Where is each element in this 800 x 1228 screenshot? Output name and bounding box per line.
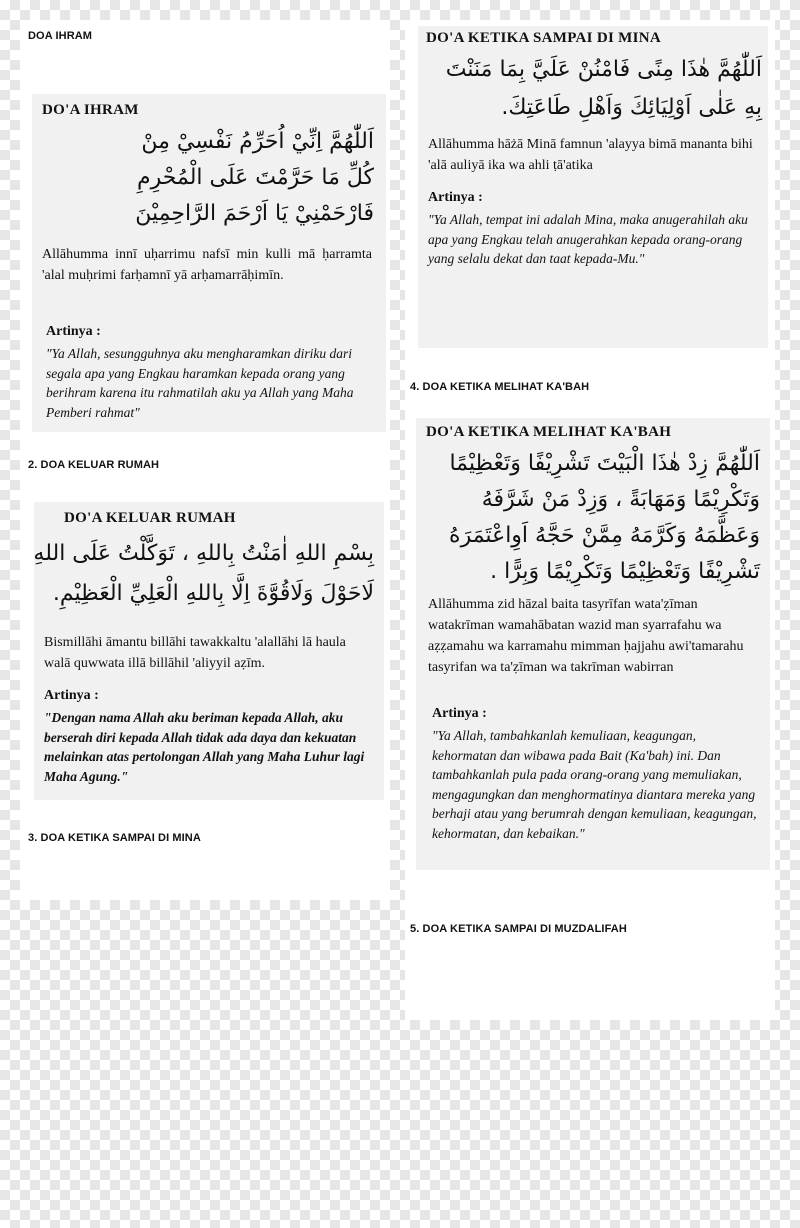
- doa-keluar-rumah-arabic-line-2: لَاحَوْلَ وَلَاقُوَّةَ اِلَّا بِاللهِ الْعَلِيِّ الْعَظِيْمِ.: [52, 581, 374, 606]
- doa-kabah-arabic-line-1: اَللّٰهُمَّ زِدْ هٰذَا الْبَيْتَ تَشْرِيْفًا وَتَعْظِيْمًا: [449, 451, 760, 476]
- doa-kabah-arabic-line-3: وَعَظَّمَهُ وَكَرَّمَهُ مِمَّنْ حَجَّهُ اَوِاعْتَمَرَهُ: [449, 523, 760, 548]
- heading-doa-kabah: 4. DOA KETIKA MELIHAT KA'BAH: [410, 381, 590, 393]
- doa-ihram-title: DO'A IHRAM: [42, 102, 139, 118]
- doa-mina-artinya-label: Artinya :: [428, 190, 483, 205]
- heading-doa-mina: 3. DOA KETIKA SAMPAI DI MINA: [28, 832, 201, 844]
- doa-ihram-scan: [32, 94, 386, 432]
- doa-ihram-arabic-line-2: كُلِّ مَا حَرَّمْتَ عَلَى الْمُحْرِمِ: [137, 165, 374, 190]
- doa-mina-meaning: "Ya Allah, tempat ini adalah Mina, maka anugerahilah aku apa yang Engkau telah anugerahkan kepada orang-orang yang selalu dekat dan taat kepada-Mu.": [428, 212, 748, 266]
- doa-kabah-arabic-line-4: تَشْرِيْفًا وَتَعْظِيْمًا وَتَكْرِيْمًا وَبِرًّا .: [490, 559, 760, 584]
- heading-doa-ihram: DOA IHRAM: [28, 30, 93, 42]
- doa-keluar-rumah-scan: [34, 502, 384, 800]
- doa-mina-title: DO'A KETIKA SAMPAI DI MINA: [426, 30, 662, 46]
- doa-mina-scan: [418, 26, 768, 348]
- doa-mina-arabic-line-1: اَللّٰهُمَّ هٰذَا مِنًى فَامْنُنْ عَلَيَّ بِمَا مَنَنْتَ: [445, 57, 762, 82]
- doa-keluar-rumah-arabic-line-1: بِسْمِ اللهِ اٰمَنْتُ بِاللهِ ، تَوَكَّلْتُ عَلَى اللهِ: [33, 541, 374, 566]
- doa-mina-arabic-line-2: بِهِ عَلٰى اَوْلِيَائِكَ وَاَهْلِ طَاعَتِكَ.: [501, 95, 762, 120]
- doa-kabah-title: DO'A KETIKA MELIHAT KA'BAH: [426, 424, 672, 440]
- doa-ihram-artinya-label: Artinya :: [46, 324, 101, 339]
- heading-doa-muzdalifah: 5. DOA KETIKA SAMPAI DI MUZDALIFAH: [410, 923, 627, 935]
- doa-ihram-transliteration: Allāhumma innī uḥarrimu nafsī min kulli mā ḥarramta 'alal muḥrimi farḥamnī yā arḥamarrāḥimīn.: [42, 247, 372, 283]
- doa-ihram-meaning: "Ya Allah, sesungguhnya aku mengharamkan diriku dari segala apa yang Engkau haramkan kepada orang yang berihram karena itu rahmatilah aku ya Allah yang Maha Pemberi rahmat": [46, 346, 354, 420]
- doa-kabah-transliteration: Allāhumma zid hāzal baita tasyrīfan wata'ẓīman watakrīman wamahābatan wazid man syarrafahu wa aẓẓamahu wa karramahu mimman ḥajjahu awi'tamarahu tasyrifan wa ta'ẓīman wa takrīman wabirran: [428, 597, 744, 675]
- doa-kabah-meaning: "Ya Allah, tambahkanlah kemuliaan, keagungan, kehormatan dan wibawa pada Bait (Ka'bah) ini. Dan tambahkanlah pula pada orang-orang yang memuliakan, mengagungkan dan menghormatinya diantara mereka yang berhaji atau yang berumrah dengan kemuliaan, keagungan, kehormatan, dan kebaikan.": [432, 728, 757, 841]
- doa-mina-transliteration: Allāhumma hāżā Minā famnun 'alayya bimā mananta bihi 'alā auliyā ika wa ahli ṭā'atika: [428, 137, 753, 173]
- doa-keluar-rumah-transliteration: Bismillāhi āmantu billāhi tawakkaltu 'alallāhi lā haula walā quwwata illā billāhil 'aliyyil aẓīm.: [44, 635, 346, 671]
- heading-doa-keluar-rumah: 2. DOA KELUAR RUMAH: [28, 459, 160, 471]
- doa-keluar-rumah-artinya-label: Artinya :: [44, 688, 99, 703]
- doa-ihram-arabic-line-1: اَللّٰهُمَّ اِنِّيْ اُحَرِّمُ نَفْسِيْ مِنْ: [141, 129, 374, 154]
- doa-kabah-scan: [416, 418, 770, 870]
- doa-ihram-arabic-line-3: فَارْحَمْنِيْ يَا اَرْحَمَ الرَّاحِمِيْنَ: [135, 201, 374, 226]
- doa-kabah-artinya-label: Artinya :: [432, 706, 487, 721]
- doa-keluar-rumah-meaning: "Dengan nama Allah aku beriman kepada Allah, aku berserah diri kepada Allah tidak ada daya dan kekuatan melainkan atas pertolongan Allah yang Maha Luhur lagi Maha Agung.": [44, 710, 365, 784]
- doa-keluar-rumah-title: DO'A KELUAR RUMAH: [64, 510, 236, 526]
- doa-kabah-arabic-line-2: وَتَكْرِيْمًا وَمَهَابَةً ، وَزِدْ مَنْ شَرَّفَهُ: [481, 487, 760, 512]
